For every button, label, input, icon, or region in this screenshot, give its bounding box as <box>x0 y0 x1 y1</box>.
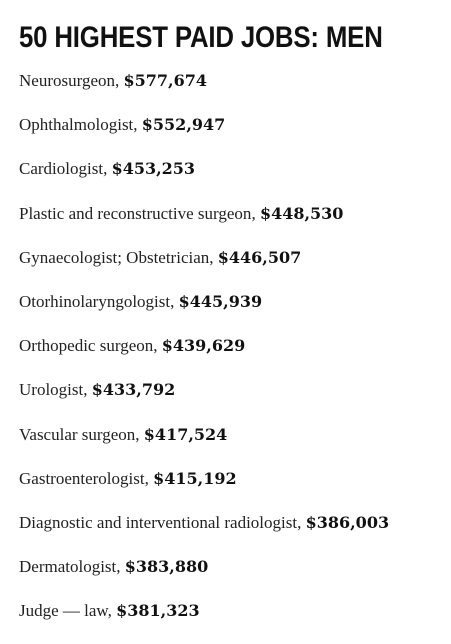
job-name: Ophthalmologist <box>19 115 134 135</box>
job-name: Judge — law <box>19 601 108 621</box>
job-name: Gynaecologist; Obstetrician <box>19 247 210 267</box>
list-item: Ophthalmologist, $552,947 <box>19 115 226 135</box>
list-item: Orthopedic surgeon, $439,629 <box>19 336 246 356</box>
list-item: Urologist, $433,792 <box>19 380 176 400</box>
job-salary: $383,880 <box>124 557 209 577</box>
job-name: Gastroenterologist <box>19 468 145 488</box>
job-name: Diagnostic and interventional radiologist <box>19 512 298 532</box>
job-list <box>19 66 389 640</box>
job-salary: $453,253 <box>111 159 196 179</box>
job-name: Otorhinolaryngologist <box>19 291 171 311</box>
list-item: Gynaecologist; Obstetrician, $446,507 <box>19 247 302 267</box>
job-salary: $439,629 <box>161 336 246 356</box>
job-salary: $386,003 <box>305 512 390 532</box>
list-item: Otorhinolaryngologist, $445,939 <box>19 291 263 311</box>
list-item: Neurosurgeon, $577,674 <box>19 71 207 90</box>
job-name: Orthopedic surgeon <box>19 336 154 356</box>
job-salary: $417,524 <box>143 424 228 444</box>
job-salary: $415,192 <box>153 468 237 488</box>
list-item: Gastroenterologist, $415,192 <box>19 468 237 488</box>
job-name: Dermatologist <box>19 557 117 577</box>
job-salary: $446,507 <box>217 247 302 267</box>
job-salary: $577,674 <box>123 71 207 90</box>
list-item: Dermatologist, $383,880 <box>19 557 209 577</box>
list-item: Plastic and reconstructive surgeon, $448,530 <box>19 203 344 223</box>
list-item: Cardiologist, $453,253 <box>19 159 196 179</box>
job-salary: $433,792 <box>91 380 176 400</box>
job-salary: $381,323 <box>116 601 200 621</box>
job-name: Urologist <box>19 380 84 400</box>
list-item: Vascular surgeon, $417,524 <box>19 424 228 444</box>
list-item: Judge — law, $381,323 <box>19 601 200 621</box>
job-name: Cardiologist <box>19 159 104 179</box>
job-salary: $552,947 <box>141 115 226 135</box>
list-item: Diagnostic and interventional radiologist, $386,003 <box>19 512 390 532</box>
job-salary: $445,939 <box>178 291 263 311</box>
job-name: Plastic and reconstructive surgeon <box>19 203 252 223</box>
job-salary: $448,530 <box>259 203 344 223</box>
page-title: 50 HIGHEST PAID JOBS: MEN <box>19 21 383 54</box>
job-name: Vascular surgeon <box>19 424 136 444</box>
job-name: Neurosurgeon <box>19 71 115 90</box>
